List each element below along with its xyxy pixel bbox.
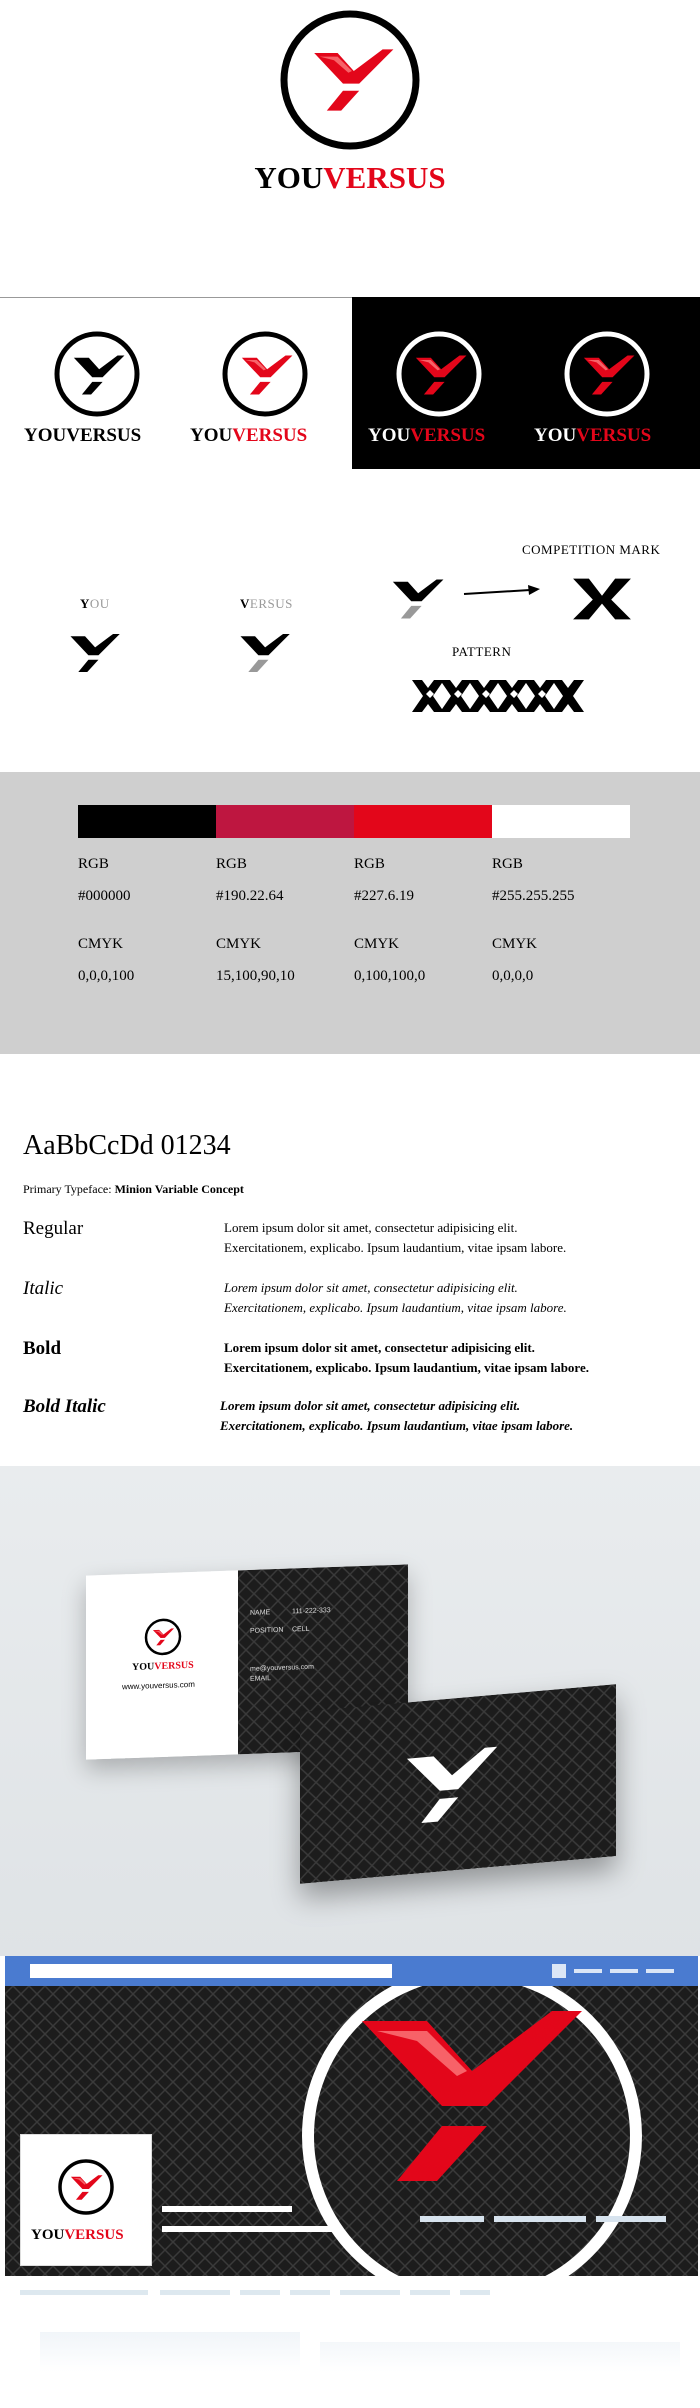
swatch-dark-red xyxy=(216,805,354,838)
style-bold-label: Bold xyxy=(23,1338,62,1359)
wordmark-versus: VERSUS xyxy=(323,160,446,195)
card-back-y-icon xyxy=(398,1740,502,1831)
you-caption: YOU xyxy=(80,596,110,611)
versus-caption: VERSUS xyxy=(240,596,293,611)
palette-cmyk-value: 0,0,0,0 xyxy=(492,968,534,984)
profile-wordmark: YOUVERSUS xyxy=(31,2227,124,2243)
browser-nav-bar[interactable] xyxy=(646,1969,674,1973)
logo-variant-dark-alt-wordmark: YOUVERSUS xyxy=(534,425,652,446)
hero-wordmark xyxy=(0,160,700,196)
logo-variant-color-wordmark: YOUVERSUS xyxy=(190,425,308,446)
arrow-right-icon xyxy=(462,584,542,600)
card-cell-label: CELL xyxy=(292,1625,310,1634)
browser-nav-bar[interactable] xyxy=(610,1969,638,1973)
variants-top-rule xyxy=(0,297,352,298)
card-back xyxy=(300,1684,616,1884)
you-mark-icon xyxy=(66,630,122,676)
palette-rgb-value: #190.22.64 xyxy=(216,888,284,904)
palette-rgb-label: RGB xyxy=(354,856,385,872)
cover-action-button[interactable] xyxy=(494,2216,586,2222)
palette-cmyk-value: 0,0,0,100 xyxy=(78,968,135,984)
swatch-white xyxy=(492,805,630,838)
profile-logo-icon xyxy=(56,2157,116,2217)
palette-cmyk-value: 0,100,100,0 xyxy=(354,968,426,984)
palette-rgb-label: RGB xyxy=(216,856,247,872)
pattern-swatch xyxy=(412,680,584,712)
profile-tab[interactable] xyxy=(460,2290,490,2295)
palette-cmyk-label: CMYK xyxy=(216,936,262,952)
palette-cmyk-label: CMYK xyxy=(354,936,400,952)
palette-rgb-label: RGB xyxy=(492,856,523,872)
card-email-label: EMAIL xyxy=(250,1675,272,1683)
wordmark-you: YOU xyxy=(254,160,324,195)
card-wordmark: YOUVERSUS xyxy=(132,1659,194,1674)
palette-rgb-value: #000000 xyxy=(78,888,131,904)
style-italic-label: Italic xyxy=(23,1278,64,1299)
typeface-caption: Primary Typeface: Minion Variable Concept xyxy=(23,1182,244,1196)
logo-construction xyxy=(0,520,700,730)
feed-placeholder xyxy=(40,2332,300,2372)
logo-variant-dark-icon xyxy=(394,329,484,419)
style-italic-sample: Lorem ipsum dolor sit amet, consectetur adipisicing elit. Exercitationem, explicabo. Ipsum laudantium, vitae ipsam labore. xyxy=(224,1280,567,1315)
profile-tab[interactable] xyxy=(410,2290,450,2295)
palette-rgb-value: #255.255.255 xyxy=(492,888,575,904)
logo-variant-mono-icon xyxy=(52,329,142,419)
palette-rgb-label: RGB xyxy=(78,856,109,872)
card-logo-icon xyxy=(143,1616,183,1657)
color-palette xyxy=(0,772,700,1054)
card-phone: 111-222-333 xyxy=(292,1607,331,1616)
card-name-label: NAME xyxy=(250,1609,271,1617)
card-website: www.youversus.com xyxy=(122,1679,195,1692)
logo-variant-dark-alt-icon xyxy=(562,329,652,419)
profile-picture[interactable] xyxy=(20,2134,152,2266)
cover-logo-icon xyxy=(292,1986,652,2276)
palette-cmyk-value: 15,100,90,10 xyxy=(216,968,295,984)
profile-tab[interactable] xyxy=(20,2290,148,2295)
profile-name-placeholder xyxy=(162,2206,292,2212)
cover-action-button[interactable] xyxy=(420,2216,484,2222)
profile-tab[interactable] xyxy=(290,2290,330,2295)
style-bold-italic-sample: Lorem ipsum dolor sit amet, consectetur adipisicing elit. Exercitationem, explicabo. Ipsum laudantium, vitae ipsam labore. xyxy=(220,1398,574,1433)
logo-variants xyxy=(0,297,700,469)
browser-search-box[interactable] xyxy=(30,1964,392,1978)
competition-y-mark-icon xyxy=(388,576,446,622)
browser-nav-bar[interactable] xyxy=(574,1969,602,1973)
browser-nav-box[interactable] xyxy=(552,1964,566,1978)
logo-variant-mono-wordmark: YOUVERSUS xyxy=(24,425,142,446)
feed-placeholder xyxy=(320,2342,680,2372)
profile-tab[interactable] xyxy=(340,2290,400,2295)
hero-logo xyxy=(0,0,700,210)
swatch-red xyxy=(354,805,492,838)
typography xyxy=(0,1100,700,1460)
palette-cmyk-label: CMYK xyxy=(78,936,124,952)
card-position-label: POSITION xyxy=(250,1626,284,1635)
competition-mark-label: COMPETITION MARK xyxy=(522,542,661,557)
social-cover-mockup xyxy=(0,1956,700,2408)
style-bold-sample: Lorem ipsum dolor sit amet, consectetur adipisicing elit. Exercitationem, explicabo. Ipsum laudantium, vitae ipsam labore. xyxy=(224,1340,589,1375)
logo-variant-color-icon xyxy=(220,329,310,419)
profile-subtitle-placeholder xyxy=(162,2226,332,2232)
palette-cmyk-label: CMYK xyxy=(492,936,538,952)
logo-variant-dark-wordmark: YOUVERSUS xyxy=(368,425,486,446)
style-regular-label: Regular xyxy=(23,1218,84,1239)
cover-action-button[interactable] xyxy=(596,2216,666,2222)
profile-tab[interactable] xyxy=(240,2290,280,2295)
style-bold-italic-label: Bold Italic xyxy=(23,1396,106,1417)
competition-x-mark-icon xyxy=(568,576,636,622)
y-mark-icon xyxy=(276,6,424,154)
profile-tab[interactable] xyxy=(160,2290,230,2295)
palette-rgb-value: #227.6.19 xyxy=(354,888,414,904)
pattern-label: PATTERN xyxy=(452,644,512,659)
business-card-mockup xyxy=(0,1466,700,1956)
style-regular-sample: Lorem ipsum dolor sit amet, consectetur adipisicing elit. Exercitationem, explicabo. Ipsum laudantium, vitae ipsam labore. xyxy=(224,1220,567,1255)
card-email: me@youversus.com xyxy=(250,1663,314,1673)
type-specimen: AaBbCcDd 01234 xyxy=(23,1130,231,1161)
swatch-black xyxy=(78,805,216,838)
versus-mark-icon xyxy=(236,630,292,676)
